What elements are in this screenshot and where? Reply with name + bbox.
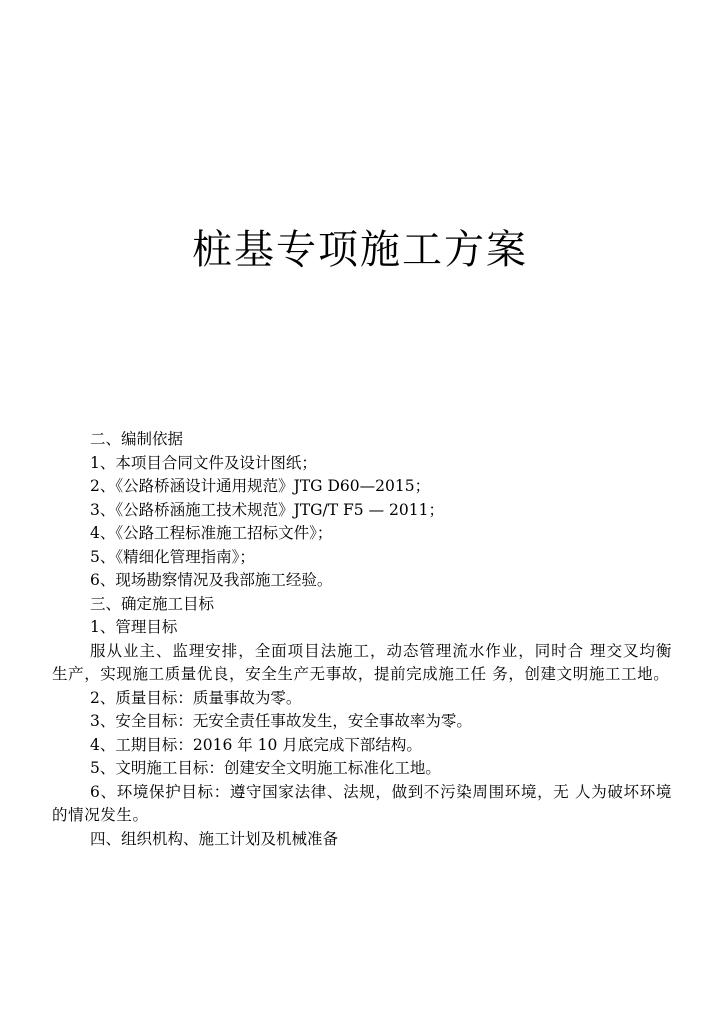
basis-item-2: 2、《公路桥涵设计通用规范》JTG D60—2015；	[90, 477, 431, 495]
goal-quality: 2、质量目标：质量事故为零。	[90, 688, 302, 707]
goal-management-heading: 1、管理目标	[90, 618, 178, 636]
basis-item-5: 5、《精细化管理指南》；	[90, 547, 255, 566]
basis-item-6: 6、现场勘察情况及我部施工经验。	[90, 571, 333, 589]
basis-item-3: 3、《公路桥涵施工技术规范》JTG/T F5 — 2011；	[90, 500, 444, 519]
goal-management-paragraph: 服从业主、监理安排，全面项目法施工，动态管理流水作业，同时合 理交叉均衡生产，实现施工质量优良，安全生产无事故，提前完成施工任 务，创建文明施工工地。	[52, 641, 672, 683]
document-body	[52, 428, 672, 851]
document-title: 桩基专项施工方案	[192, 227, 528, 273]
section-heading-goals: 三、确定施工目标	[90, 594, 215, 613]
section-heading-organization: 四、组织机构、施工计划及机械准备	[90, 829, 339, 848]
basis-item-1: 1、本项目合同文件及设计图纸；	[90, 453, 317, 472]
section-heading-basis: 二、编制依据	[90, 430, 184, 448]
goal-environment-paragraph: 6、环境保护目标：遵守国家法律、法规，做到不污染周围环境，无 人为破坏环境的情况发生。	[52, 782, 672, 824]
goal-civilized-construction: 5、文明施工目标：创建安全文明施工标准化工地。	[90, 759, 441, 777]
basis-item-4: 4、《公路工程标准施工招标文件》；	[90, 524, 333, 542]
goal-safety: 3、安全目标：无安全责任事故发生，安全事故率为零。	[90, 712, 472, 730]
goal-schedule: 4、工期目标：2016 年 10 月底完成下部结构。	[90, 735, 422, 754]
